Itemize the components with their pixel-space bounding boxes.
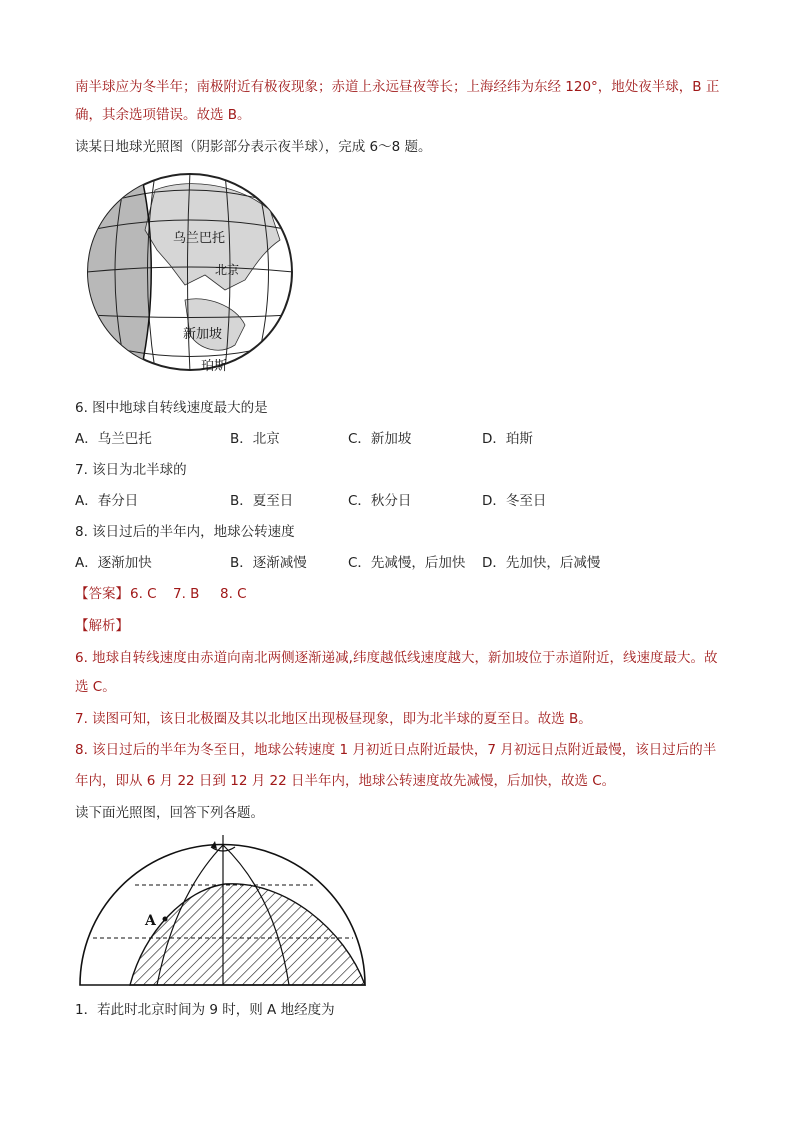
analysis-label: 【解析】: [75, 618, 129, 634]
question-6-stem: 6. 图中地球自转线速度最大的是: [75, 400, 268, 416]
label-beijing: 北京: [215, 263, 240, 277]
question-1-stem: 1．若此时北京时间为 9 时，则 A 地经度为: [75, 1002, 335, 1018]
half-globe-illumination-figure: [75, 835, 370, 990]
analysis-line-1: 南半球应为冬半年；南极附近有极夜现象；赤道上永远昼夜等长；上海经纬为东经 120°，地处夜半球，B 正: [75, 79, 720, 95]
intro-text-1: 读某日地球光照图（阴影部分表示夜半球），完成 6～8 题。: [75, 139, 432, 155]
answer-7: 7. B: [173, 586, 200, 602]
label-ulanbator: 乌兰巴托: [173, 231, 226, 246]
question-8-option-a: A．逐渐加快: [75, 555, 152, 571]
explanation-6-line-1: 6. 地球自转线速度由赤道向南北两侧逐渐递减,纬度越低线速度越大，新加坡位于赤道附近，线速度最大。故: [75, 650, 718, 666]
question-7-stem: 7. 该日为北半球的: [75, 462, 187, 478]
question-6-option-c: C．新加坡: [348, 431, 412, 447]
question-8-option-d: D．先加快，后减慢: [482, 555, 601, 571]
answer-8: 8. C: [220, 586, 247, 602]
question-8-option-c: C．先减慢，后加快: [348, 555, 466, 571]
question-7-option-d: D．冬至日: [482, 493, 547, 509]
question-6-option-d: D．珀斯: [482, 431, 533, 447]
question-6-option-b: B．北京: [230, 431, 280, 447]
question-7-option-c: C．秋分日: [348, 493, 412, 509]
analysis-line-2: 确，其余选项错误。故选 B。: [75, 107, 251, 123]
point-a-label: A: [145, 913, 156, 929]
question-8-stem: 8. 该日过后的半年内，地球公转速度: [75, 524, 295, 540]
explanation-6-line-2: 选 C。: [75, 679, 116, 695]
question-7-option-a: A．春分日: [75, 493, 139, 509]
explanation-7: 7. 读图可知，该日北极圈及其以北地区出现极昼现象，即为北半球的夏至日。故选 B。: [75, 711, 592, 727]
answer-6: 6. C: [130, 586, 157, 602]
label-singapore: 新加坡: [183, 327, 223, 342]
intro-text-2: 读下面光照图，回答下列各题。: [75, 805, 264, 821]
question-6-option-a: A．乌兰巴托: [75, 431, 152, 447]
explanation-8-line-2: 年内，即从 6 月 22 日到 12 月 22 日半年内，地球公转速度故先减慢，后加快，故选 C。: [75, 773, 616, 789]
answer-label: 【答案】: [75, 586, 129, 602]
label-perth: 珀斯: [201, 359, 228, 374]
globe-illumination-figure: [85, 170, 295, 375]
explanation-8-line-1: 8. 该日过后的半年为冬至日，地球公转速度 1 月初近日点附近最快，7 月初远日点附近最慢，该日过后的半: [75, 742, 717, 758]
question-7-option-b: B．夏至日: [230, 493, 294, 509]
question-8-option-b: B．逐渐减慢: [230, 555, 307, 571]
